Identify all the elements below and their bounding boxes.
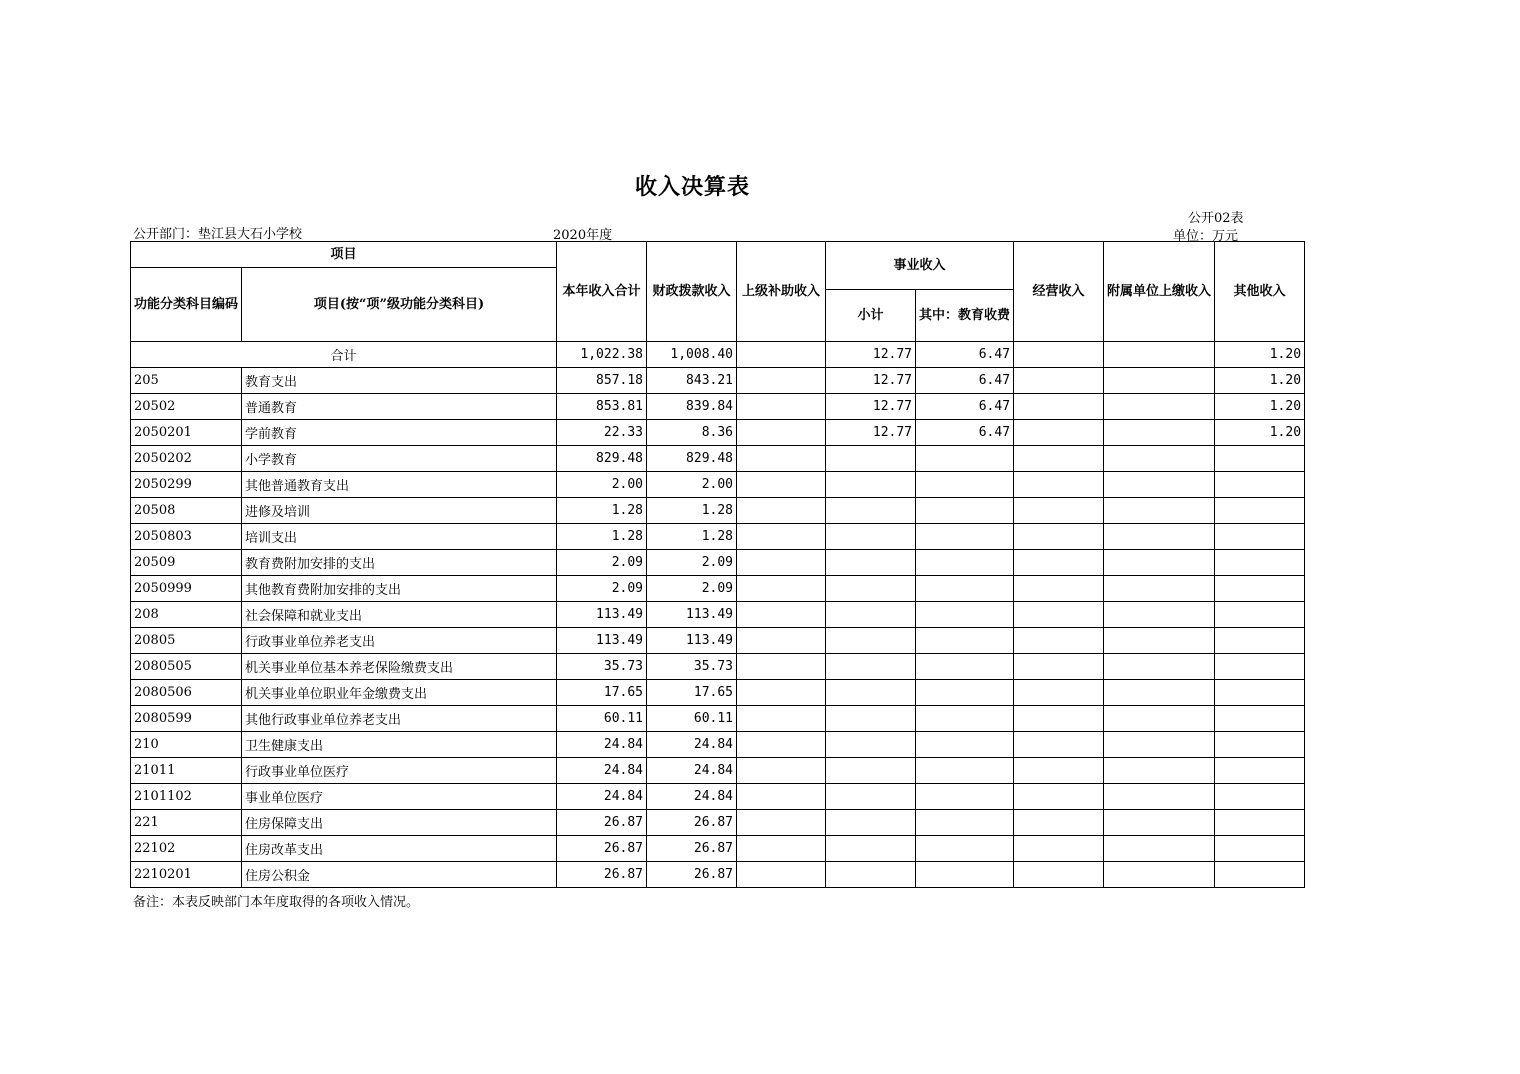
row-edu-fee [916,862,1014,888]
summary-edu-fee: 6.47 [916,342,1014,368]
row-other: 1.20 [1215,394,1305,420]
row-fiscal: 2.09 [647,576,737,602]
row-name: 行政事业单位医疗 [242,758,557,784]
row-affiliated [1104,758,1215,784]
row-edu-fee [916,524,1014,550]
row-operating [1014,550,1104,576]
row-total: 24.84 [557,758,647,784]
row-upper [737,680,826,706]
row-other [1215,472,1305,498]
table-row [131,368,1305,394]
row-edu-fee [916,784,1014,810]
row-other: 1.20 [1215,420,1305,446]
header-other: 其他收入 [1215,242,1305,342]
header-subtotal: 小计 [826,290,916,342]
row-name: 机关事业单位基本养老保险缴费支出 [242,654,557,680]
summary-subtotal: 12.77 [826,342,916,368]
row-total: 857.18 [557,368,647,394]
row-edu-fee [916,628,1014,654]
table-row [131,732,1305,758]
table-row [131,550,1305,576]
row-code: 2050202 [131,446,242,472]
row-fiscal: 2.09 [647,550,737,576]
table-row [131,836,1305,862]
row-subtotal [826,836,916,862]
row-affiliated [1104,446,1215,472]
row-affiliated [1104,784,1215,810]
row-total: 26.87 [557,810,647,836]
row-other [1215,602,1305,628]
row-subtotal [826,472,916,498]
row-other [1215,862,1305,888]
row-fiscal: 26.87 [647,810,737,836]
row-other [1215,550,1305,576]
row-affiliated [1104,576,1215,602]
row-code: 210 [131,732,242,758]
fiscal-year-label: 2020年度 [553,228,613,243]
row-code: 2080506 [131,680,242,706]
row-name: 培训支出 [242,524,557,550]
row-fiscal: 24.84 [647,732,737,758]
row-total: 17.65 [557,680,647,706]
row-total: 24.84 [557,784,647,810]
row-edu-fee [916,758,1014,784]
row-code: 208 [131,602,242,628]
row-operating [1014,758,1104,784]
row-total: 35.73 [557,654,647,680]
row-affiliated [1104,732,1215,758]
row-total: 60.11 [557,706,647,732]
row-operating [1014,784,1104,810]
row-upper [737,810,826,836]
table-row [131,628,1305,654]
row-affiliated [1104,810,1215,836]
table-body [131,342,1305,888]
row-operating [1014,810,1104,836]
row-subtotal: 12.77 [826,420,916,446]
row-other [1215,524,1305,550]
table-row [131,394,1305,420]
row-total: 26.87 [557,836,647,862]
row-code: 2210201 [131,862,242,888]
row-fiscal: 843.21 [647,368,737,394]
row-edu-fee [916,446,1014,472]
row-code: 2050299 [131,472,242,498]
row-operating [1014,368,1104,394]
row-edu-fee: 6.47 [916,420,1014,446]
row-fiscal: 829.48 [647,446,737,472]
row-affiliated [1104,524,1215,550]
row-affiliated [1104,628,1215,654]
row-other [1215,836,1305,862]
table-row [131,784,1305,810]
row-subtotal [826,628,916,654]
row-code: 221 [131,810,242,836]
row-fiscal: 113.49 [647,602,737,628]
row-name: 其他行政事业单位养老支出 [242,706,557,732]
row-subtotal [826,602,916,628]
row-affiliated [1104,654,1215,680]
row-affiliated [1104,368,1215,394]
row-other [1215,498,1305,524]
table-row [131,654,1305,680]
row-total: 2.09 [557,550,647,576]
row-affiliated [1104,680,1215,706]
row-subtotal [826,498,916,524]
row-edu-fee [916,498,1014,524]
row-operating [1014,420,1104,446]
row-code: 20508 [131,498,242,524]
table-row [131,680,1305,706]
row-fiscal: 1.28 [647,524,737,550]
row-total: 853.81 [557,394,647,420]
row-other [1215,576,1305,602]
header-affiliated: 附属单位上缴收入 [1104,242,1215,342]
row-subtotal [826,446,916,472]
row-edu-fee [916,836,1014,862]
row-affiliated [1104,706,1215,732]
row-code: 2050201 [131,420,242,446]
summary-label: 合计 [131,342,557,368]
row-subtotal [826,732,916,758]
row-operating [1014,862,1104,888]
row-total: 26.87 [557,862,647,888]
row-upper [737,394,826,420]
header-total: 本年收入合计 [557,242,647,342]
row-subtotal [826,524,916,550]
summary-row [131,342,1305,368]
row-fiscal: 24.84 [647,758,737,784]
summary-affiliated [1104,342,1215,368]
row-operating [1014,628,1104,654]
summary-upper [737,342,826,368]
row-upper [737,524,826,550]
row-edu-fee [916,732,1014,758]
row-subtotal [826,706,916,732]
row-other [1215,628,1305,654]
row-upper [737,446,826,472]
row-affiliated [1104,472,1215,498]
row-code: 2101102 [131,784,242,810]
row-other [1215,810,1305,836]
row-name: 学前教育 [242,420,557,446]
row-upper [737,758,826,784]
summary-operating [1014,342,1104,368]
table-row [131,524,1305,550]
row-other [1215,706,1305,732]
row-upper [737,706,826,732]
row-total: 1.28 [557,498,647,524]
row-fiscal: 8.36 [647,420,737,446]
row-code: 22102 [131,836,242,862]
page-title: 收入决算表 [634,174,750,200]
row-operating [1014,524,1104,550]
row-edu-fee [916,602,1014,628]
header-upper: 上级补助收入 [737,242,826,342]
income-table [130,241,1305,888]
row-upper [737,576,826,602]
row-operating [1014,602,1104,628]
row-code: 2050999 [131,576,242,602]
row-code: 20509 [131,550,242,576]
row-affiliated [1104,498,1215,524]
row-upper [737,862,826,888]
row-upper [737,654,826,680]
row-name: 其他教育费附加安排的支出 [242,576,557,602]
row-name: 其他普通教育支出 [242,472,557,498]
row-fiscal: 35.73 [647,654,737,680]
row-total: 22.33 [557,420,647,446]
row-affiliated [1104,394,1215,420]
row-total: 2.00 [557,472,647,498]
table-row [131,758,1305,784]
table-row [131,576,1305,602]
row-operating [1014,446,1104,472]
row-name: 进修及培训 [242,498,557,524]
row-total: 113.49 [557,628,647,654]
row-subtotal [826,862,916,888]
row-total: 113.49 [557,602,647,628]
footnote: 备注：本表反映部门本年度取得的各项收入情况。 [133,895,420,910]
row-upper [737,550,826,576]
row-subtotal: 12.77 [826,394,916,420]
row-upper [737,602,826,628]
row-subtotal [826,680,916,706]
row-operating [1014,394,1104,420]
table-row [131,602,1305,628]
row-name: 普通教育 [242,394,557,420]
row-name: 住房改革支出 [242,836,557,862]
row-upper [737,498,826,524]
row-affiliated [1104,862,1215,888]
unit-label: 单位：万元 [1173,229,1239,244]
row-total: 2.09 [557,576,647,602]
row-name: 小学教育 [242,446,557,472]
department-label: 公开部门：垫江县大石小学校 [133,227,303,242]
row-upper [737,472,826,498]
table-row [131,472,1305,498]
row-edu-fee [916,550,1014,576]
table-row [131,446,1305,472]
header-fiscal: 财政拨款收入 [647,242,737,342]
row-upper [737,628,826,654]
row-operating [1014,836,1104,862]
summary-total: 1,022.38 [557,342,647,368]
row-other [1215,680,1305,706]
row-affiliated [1104,836,1215,862]
row-operating [1014,654,1104,680]
row-name: 卫生健康支出 [242,732,557,758]
row-name: 机关事业单位职业年金缴费支出 [242,680,557,706]
row-other [1215,446,1305,472]
header-operating: 经营收入 [1014,242,1104,342]
row-affiliated [1104,602,1215,628]
row-fiscal: 1.28 [647,498,737,524]
row-operating [1014,472,1104,498]
row-name: 教育费附加安排的支出 [242,550,557,576]
row-subtotal [826,576,916,602]
row-code: 2080505 [131,654,242,680]
row-subtotal: 12.77 [826,368,916,394]
row-code: 20805 [131,628,242,654]
row-fiscal: 24.84 [647,784,737,810]
table-row [131,706,1305,732]
row-fiscal: 839.84 [647,394,737,420]
header-name: 项目(按“项”级功能分类科目) [242,268,557,342]
row-code: 2050803 [131,524,242,550]
row-subtotal [826,654,916,680]
row-name: 事业单位医疗 [242,784,557,810]
row-upper [737,732,826,758]
row-affiliated [1104,550,1215,576]
row-edu-fee [916,706,1014,732]
header-project: 项目 [131,242,557,268]
row-total: 829.48 [557,446,647,472]
row-name: 住房保障支出 [242,810,557,836]
row-affiliated [1104,420,1215,446]
table-header [131,242,1305,342]
row-operating [1014,706,1104,732]
row-name: 教育支出 [242,368,557,394]
row-name: 行政事业单位养老支出 [242,628,557,654]
row-subtotal [826,810,916,836]
table-row [131,862,1305,888]
row-code: 21011 [131,758,242,784]
row-total: 24.84 [557,732,647,758]
table-row [131,810,1305,836]
row-edu-fee [916,680,1014,706]
row-other [1215,654,1305,680]
row-edu-fee: 6.47 [916,394,1014,420]
row-fiscal: 26.87 [647,862,737,888]
row-fiscal: 2.00 [647,472,737,498]
summary-fiscal: 1,008.40 [647,342,737,368]
row-edu-fee [916,472,1014,498]
table-number-label: 公开02表 [1188,211,1244,226]
row-subtotal [826,758,916,784]
row-subtotal [826,784,916,810]
row-operating [1014,732,1104,758]
row-name: 社会保障和就业支出 [242,602,557,628]
row-edu-fee [916,654,1014,680]
table-row [131,498,1305,524]
row-code: 205 [131,368,242,394]
row-operating [1014,680,1104,706]
row-fiscal: 17.65 [647,680,737,706]
header-business: 事业收入 [826,242,1014,290]
row-edu-fee: 6.47 [916,368,1014,394]
row-code: 20502 [131,394,242,420]
table-row [131,420,1305,446]
row-upper [737,836,826,862]
row-fiscal: 60.11 [647,706,737,732]
row-edu-fee [916,576,1014,602]
row-code: 2080599 [131,706,242,732]
row-upper [737,420,826,446]
row-edu-fee [916,810,1014,836]
header-edu-fee: 其中：教育收费 [916,290,1014,342]
summary-other: 1.20 [1215,342,1305,368]
row-operating [1014,498,1104,524]
row-other: 1.20 [1215,368,1305,394]
row-other [1215,758,1305,784]
header-code: 功能分类科目编码 [131,268,242,342]
row-upper [737,784,826,810]
row-upper [737,368,826,394]
row-fiscal: 113.49 [647,628,737,654]
row-other [1215,784,1305,810]
row-other [1215,732,1305,758]
row-fiscal: 26.87 [647,836,737,862]
row-subtotal [826,550,916,576]
row-operating [1014,576,1104,602]
row-name: 住房公积金 [242,862,557,888]
row-total: 1.28 [557,524,647,550]
